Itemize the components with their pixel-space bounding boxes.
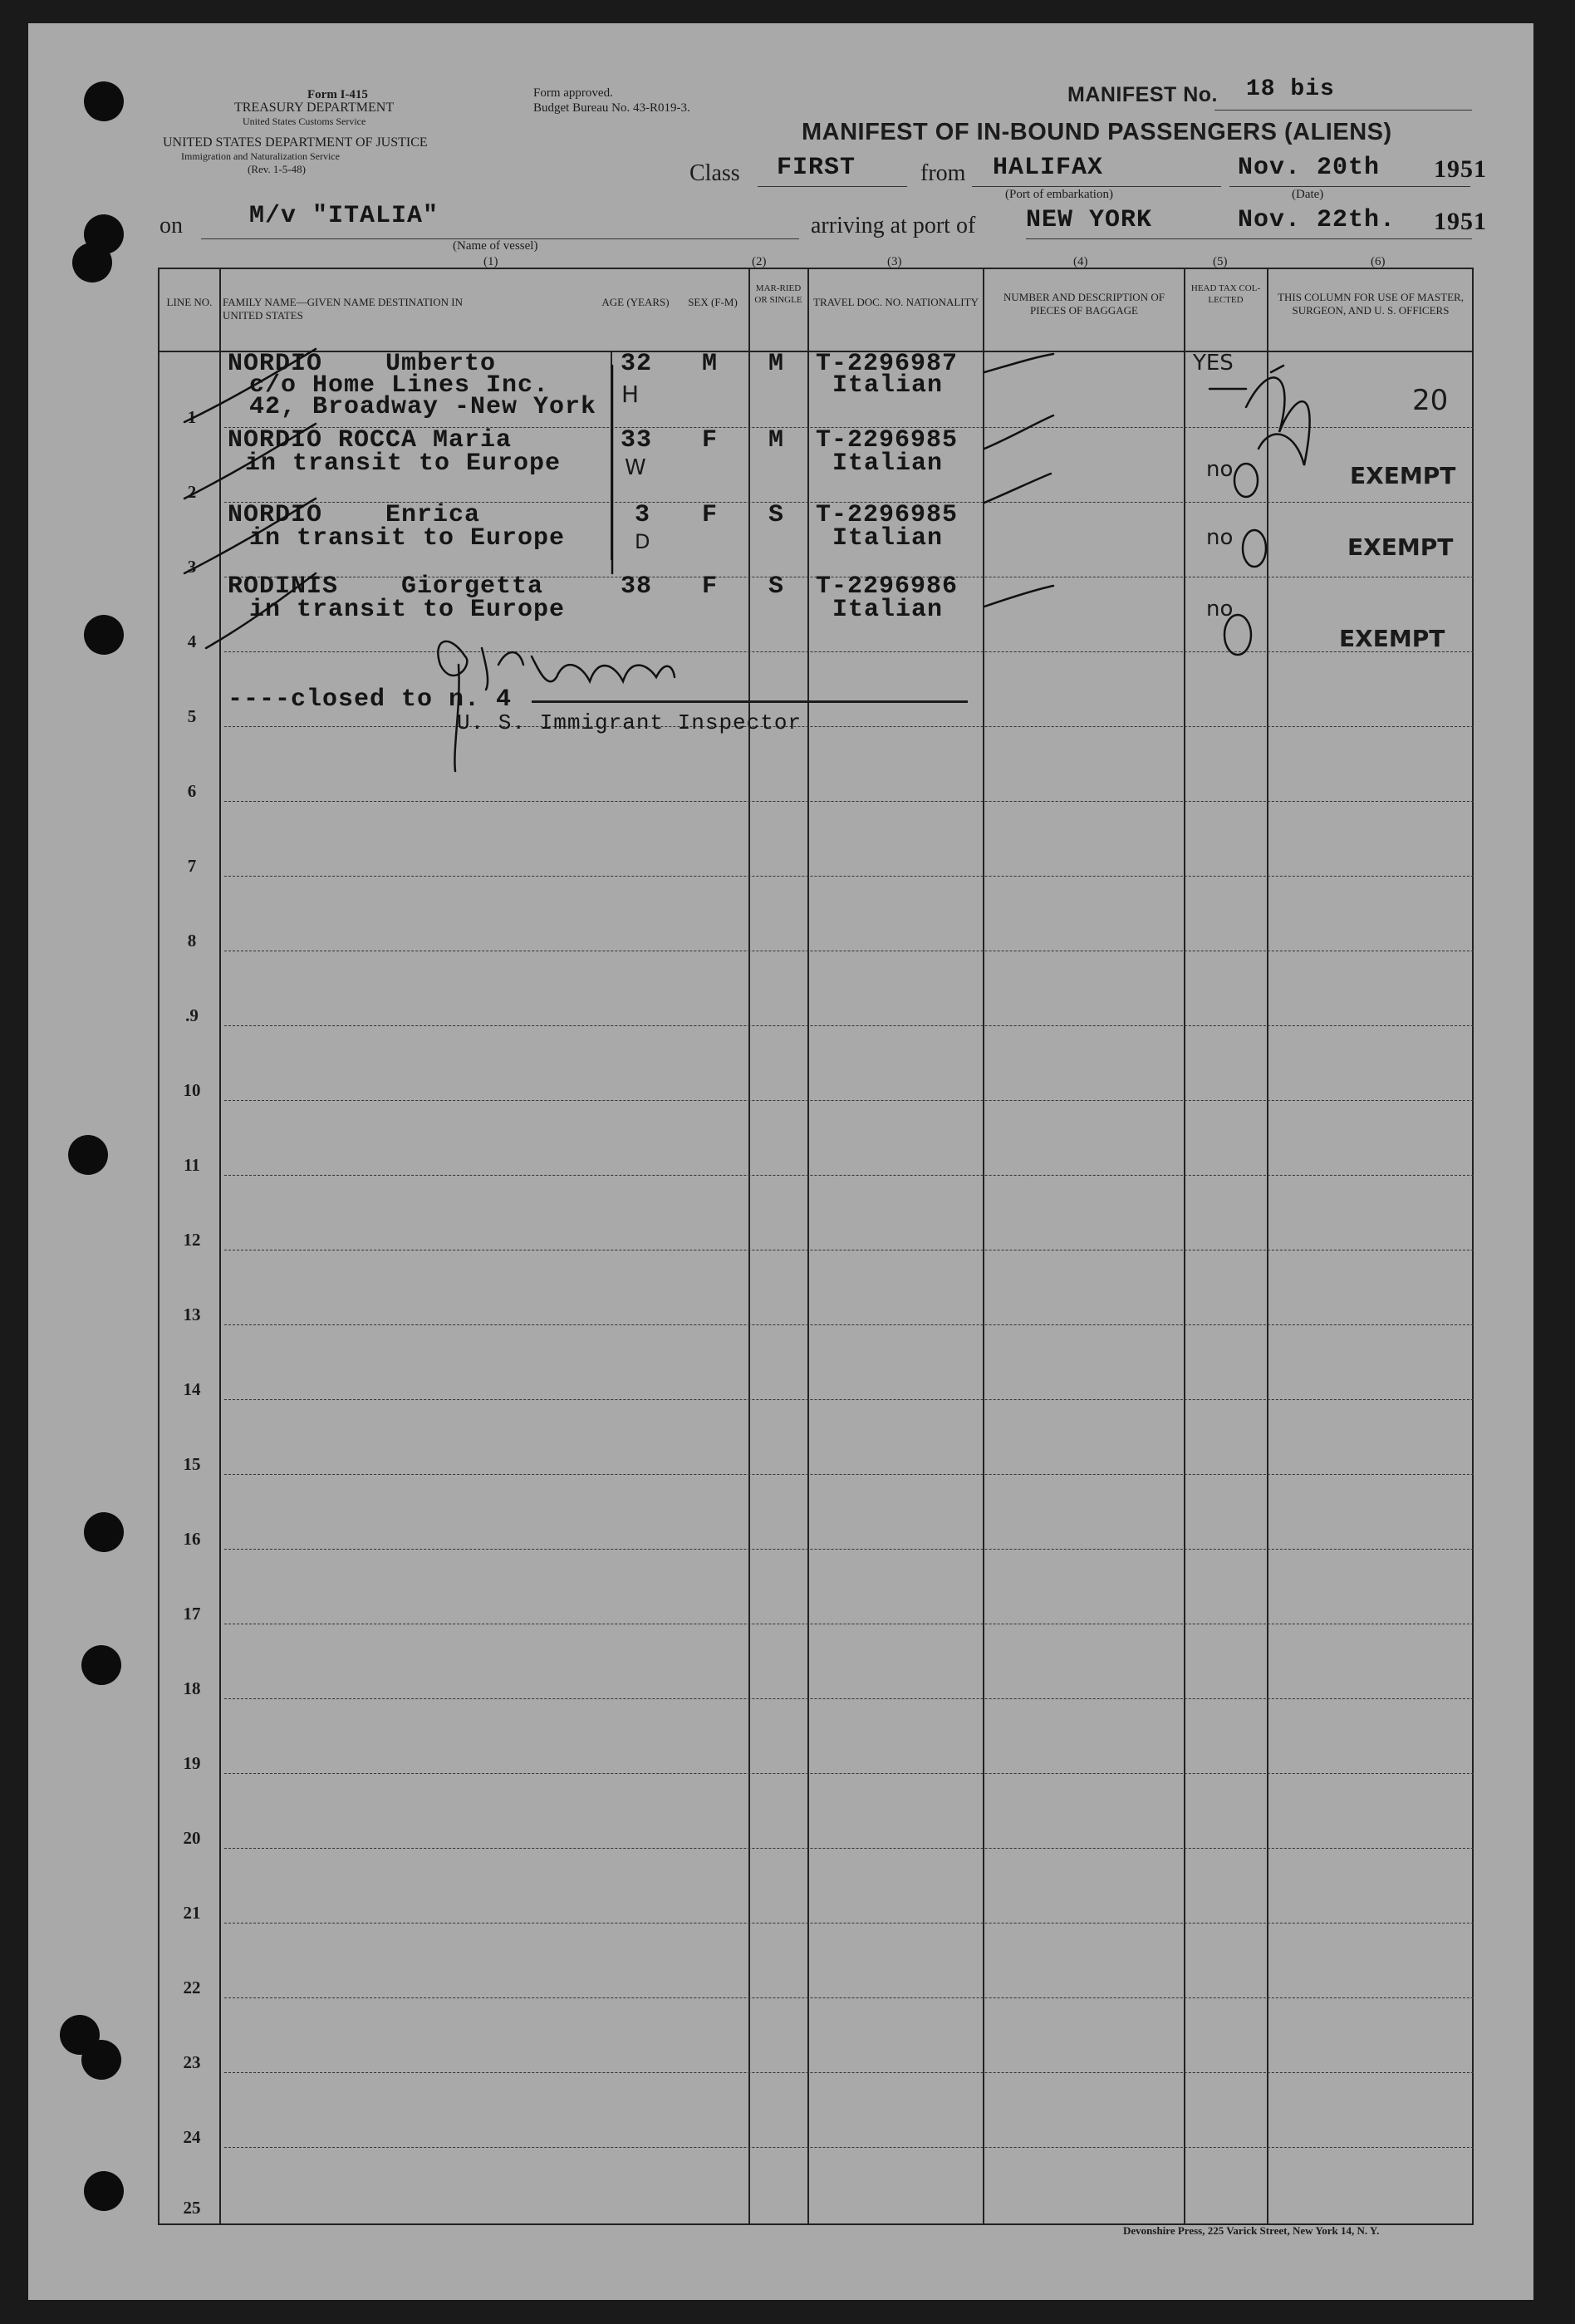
- closed-to-line: ----closed to n. 4: [228, 685, 513, 714]
- baggage-tick-mark: [984, 354, 1053, 372]
- circled-code: [1243, 530, 1266, 567]
- line-number: 20: [183, 1828, 201, 1848]
- header-travel-doc: TRAVEL DOC. NO. NATIONALITY: [813, 296, 979, 308]
- line-number: 23: [183, 2052, 201, 2072]
- passenger-3-doc: T-2296985: [816, 501, 959, 529]
- passenger-2-officer-note: EXEMPT: [1350, 462, 1456, 489]
- passenger-3-age: 3: [635, 501, 651, 529]
- baggage-tick-mark: [984, 474, 1051, 503]
- col-num-4: (4): [1073, 255, 1088, 268]
- line-number: 19: [183, 1753, 201, 1773]
- passenger-2-nationality: Italian: [832, 450, 944, 478]
- line-number: 11: [184, 1155, 200, 1175]
- line-number: 22: [183, 1978, 201, 1997]
- passenger-4-sex: F: [702, 572, 719, 601]
- passenger-1-tax-amount: 20: [1412, 384, 1449, 417]
- line-number: 21: [183, 1903, 201, 1923]
- passenger-2-sex: F: [702, 426, 719, 454]
- header-head-tax: HEAD TAX COL-LECTED: [1190, 283, 1261, 305]
- passenger-4-married: S: [768, 572, 785, 601]
- passenger-1-age: 32: [621, 350, 653, 378]
- arrival-date: Nov. 22th.: [1238, 206, 1396, 234]
- line-number: 2: [187, 482, 197, 502]
- inspector-signature: [438, 641, 675, 771]
- col-num-1: (1): [483, 255, 498, 268]
- passenger-3-head-tax: no: [1206, 525, 1234, 550]
- passenger-3-dest-1: in transit to Europe: [249, 524, 566, 553]
- header-sex: SEX (F-M): [688, 296, 738, 308]
- passenger-1-dest-2: 42, Broadway -New York: [249, 393, 597, 421]
- port-of-embarkation: HALIFAX: [993, 154, 1104, 182]
- manifest-no-value: 18 bis: [1246, 76, 1335, 102]
- header-line-no: LINE NO.: [166, 296, 213, 308]
- col-num-5: (5): [1213, 255, 1228, 268]
- printer-imprint: Devonshire Press, 225 Varick Street, New York 14, N. Y.: [1123, 2224, 1380, 2237]
- passenger-4-officer-note: EXEMPT: [1339, 625, 1445, 652]
- col-num-2: (2): [752, 255, 767, 268]
- line-number: 18: [183, 1678, 201, 1698]
- manifest-no-label: MANIFEST No.: [1067, 83, 1218, 106]
- manifest-title: MANIFEST OF IN-BOUND PASSENGERS (ALIENS): [802, 119, 1392, 145]
- revision: (Rev. 1-5-48): [248, 163, 306, 175]
- passenger-2-married: M: [768, 426, 785, 454]
- line-number: 8: [187, 931, 197, 951]
- header-married: MAR-RIED OR SINGLE: [754, 283, 802, 305]
- line-number: 16: [183, 1529, 201, 1549]
- departure-date: Nov. 20th: [1238, 154, 1381, 182]
- passenger-4-name: RODINIS Giorgetta: [228, 572, 544, 601]
- passenger-1-doc: T-2296987: [816, 350, 959, 378]
- passenger-3-name: NORDIO Enrica: [228, 501, 481, 529]
- header-baggage: NUMBER AND DESCRIPTION OF PIECES OF BAGGAGE: [1003, 291, 1165, 317]
- passenger-2-age-note: W: [625, 455, 646, 480]
- line-number: 13: [183, 1304, 201, 1324]
- ins-service: Immigration and Naturalization Service: [181, 150, 340, 162]
- col-num-3: (3): [887, 255, 902, 268]
- line-number: 12: [183, 1230, 201, 1250]
- passenger-1-sex: M: [702, 350, 719, 378]
- line-number: 24: [183, 2127, 201, 2147]
- inspector-caption: U. S. Immigrant Inspector: [457, 710, 802, 735]
- arriving-label: arriving at port of: [811, 213, 976, 238]
- passenger-3-sex: F: [702, 501, 719, 529]
- departure-year-suffix: 1951: [1434, 155, 1487, 183]
- line-number: 7: [187, 856, 197, 876]
- arrival-year-suffix: 1951: [1434, 208, 1487, 235]
- line-check-mark: [184, 349, 316, 422]
- baggage-tick-mark: [984, 415, 1053, 449]
- passenger-1-head-tax: YES: [1193, 351, 1234, 376]
- baggage-tick-mark: [984, 586, 1053, 607]
- header-name: FAMILY NAME—GIVEN NAME DESTINATION IN UNITED STATES: [223, 296, 464, 322]
- passenger-1-dest-1: c/o Home Lines Inc.: [249, 371, 550, 400]
- customs-service: United States Customs Service: [243, 115, 366, 127]
- date-caption: (Date): [1292, 188, 1324, 201]
- budget-bureau: Budget Bureau No. 43-R019-3.: [533, 101, 690, 115]
- passenger-4-nationality: Italian: [832, 596, 944, 624]
- line-number: 4: [187, 631, 197, 651]
- circled-code: [1224, 615, 1251, 655]
- on-label: on: [159, 213, 183, 238]
- passenger-3-officer-note: EXEMPT: [1347, 533, 1454, 561]
- line-number: 14: [183, 1379, 201, 1399]
- passenger-2-age: 33: [621, 426, 653, 454]
- head-tax-scribble: [1246, 366, 1310, 465]
- passenger-3-age-note: D: [635, 530, 650, 553]
- line-check-mark: [184, 424, 316, 499]
- line-number: 6: [187, 781, 197, 801]
- form-approved: Form approved.: [533, 86, 613, 100]
- class-label: Class: [689, 160, 740, 186]
- passenger-2-doc: T-2296985: [816, 426, 959, 454]
- passenger-4-doc: T-2296986: [816, 572, 959, 601]
- passenger-4-age: 38: [621, 572, 653, 601]
- col-num-6: (6): [1371, 255, 1386, 268]
- arrival-port: NEW YORK: [1026, 206, 1153, 234]
- line-number: 25: [183, 2198, 201, 2218]
- line-number: .9: [185, 1005, 199, 1025]
- passenger-2-head-tax: no: [1206, 457, 1234, 482]
- line-number: 1: [187, 407, 197, 427]
- passenger-2-name: NORDIO ROCCA Maria: [228, 426, 513, 454]
- passenger-3-nationality: Italian: [832, 524, 944, 553]
- line-number: 15: [183, 1454, 201, 1474]
- header-officers: THIS COLUMN FOR USE OF MASTER, SURGEON, AND U. S. OFFICERS: [1278, 291, 1464, 317]
- line-check-mark: [184, 499, 316, 573]
- line-check-mark: [206, 573, 316, 648]
- circled-code: [1234, 464, 1258, 497]
- passenger-2-dest-1: in transit to Europe: [245, 450, 562, 478]
- vessel-name: M/v "ITALIA": [249, 202, 439, 230]
- passenger-4-dest-1: in transit to Europe: [249, 596, 566, 624]
- department-of-justice: UNITED STATES DEPARTMENT OF JUSTICE: [163, 135, 428, 150]
- passenger-1-nationality: Italian: [832, 371, 944, 400]
- line-number: 17: [183, 1604, 201, 1624]
- passenger-1-name: NORDIO Umberto: [228, 350, 497, 378]
- treasury-department: TREASURY DEPARTMENT: [234, 101, 395, 115]
- line-number: 3: [187, 557, 197, 577]
- from-label: from: [920, 160, 966, 186]
- port-of-embarkation-caption: (Port of embarkation): [1005, 188, 1113, 201]
- line-number: 10: [183, 1080, 201, 1100]
- form-number: Form I-415: [307, 88, 368, 101]
- vessel-caption: (Name of vessel): [453, 239, 538, 253]
- header-age: AGE (YEARS): [601, 296, 670, 308]
- class-value: FIRST: [777, 154, 856, 182]
- passenger-1-age-note: H: [621, 381, 640, 408]
- passenger-4-head-tax: no: [1206, 597, 1234, 622]
- passenger-3-married: S: [768, 501, 785, 529]
- passenger-1-married: M: [768, 350, 785, 378]
- line-number: 5: [187, 706, 197, 726]
